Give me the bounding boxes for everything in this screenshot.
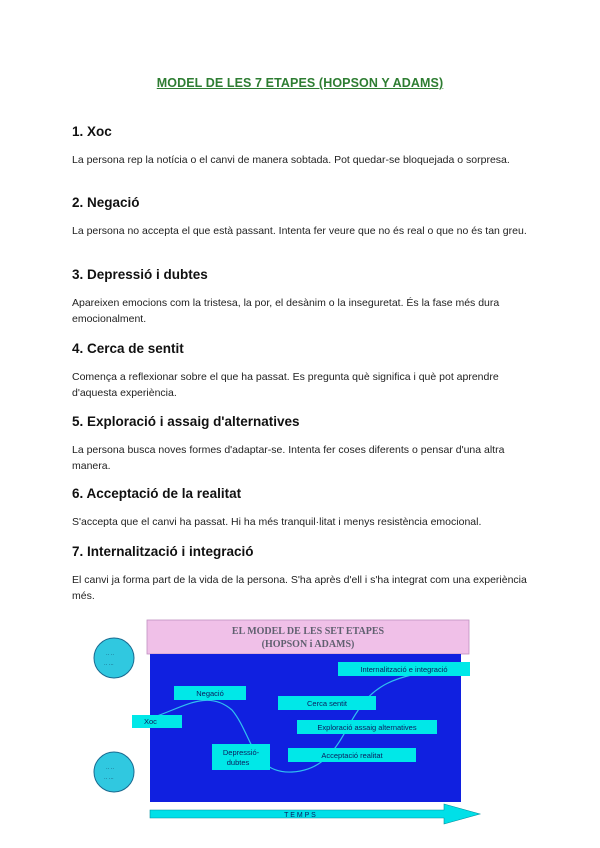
section-text: S'accepta que el canvi ha passat. Hi ha més tranquil·litat i menys resistència emocional. [72,516,482,528]
stage-label-xoc: Xoc [144,717,157,726]
section-heading: 5. Exploració i assaig d'alternatives [72,414,300,429]
section-exploracio [72,414,532,474]
stage-label-depressio-2: dubtes [226,758,250,767]
section-depressio [72,267,532,327]
section-internalitzacio [72,544,532,604]
section-text: La persona busca noves formes d'adaptar-se. Intenta fer coses diferents o pensar d'una altra manera. [72,444,505,472]
seven-stages-diagram [92,614,512,829]
stage-label-negacio: Negació [196,689,224,698]
stage-box-xoc [132,715,182,728]
svg-text:·· ··: ·· ·· [106,766,115,772]
section-text: La persona rep la notícia o el canvi de manera sobtada. Pot quedar-se bloquejada o sorpresa. [72,154,510,166]
stage-label-exploracio: Exploració assaig alternatives [317,723,417,732]
stage-label-cerca: Cerca sentit [306,699,348,708]
time-axis-label: T E M P S [284,812,316,819]
section-heading: 2. Negació [72,195,140,210]
section-xoc [72,124,532,168]
stage-label-internalitzacio: Internalització e integració [360,665,448,674]
decorative-circle-top [94,638,134,678]
decorative-circle-bottom [94,752,134,792]
section-negacio [72,195,532,239]
section-heading: 3. Depressió i dubtes [72,267,208,282]
section-heading: 1. Xoc [72,124,112,139]
section-acceptacio [72,486,532,530]
diagram-title-line2: (HOPSON i ADAMS) [261,639,355,650]
svg-text:·· ··: ·· ·· [106,652,115,658]
section-heading: 6. Acceptació de la realitat [72,486,242,501]
diagram-title-line1: EL MODEL DE LES SET ETAPES [231,626,385,637]
svg-text:·· ···: ·· ··· [104,776,114,782]
section-text: El canvi ja forma part de la vida de la persona. S'ha après d'ell i s'ha integrat com una experiència més. [72,574,527,602]
section-text: Comença a reflexionar sobre el que ha passat. Es pregunta què significa i què pot aprendre d'aquesta experiència. [72,371,499,399]
section-text: La persona no accepta el que està passant. Intenta fer veure que no és real o que no és tan greu. [72,225,527,237]
section-cerca-sentit [72,341,532,401]
stage-label-acceptacio: Acceptació realitat [321,751,383,760]
section-text: Apareixen emocions com la tristesa, la por, el desànim o la inseguretat. És la fase més dura emocionalment. [72,297,500,325]
section-heading: 4. Cerca de sentit [72,341,184,356]
stage-label-depressio-1: Depressió- [222,748,260,757]
page-title: MODEL DE LES 7 ETAPES (HOPSON Y ADAMS) [156,76,444,90]
svg-text:·· ···: ·· ··· [104,662,114,668]
section-heading: 7. Internalització i integració [72,544,254,559]
